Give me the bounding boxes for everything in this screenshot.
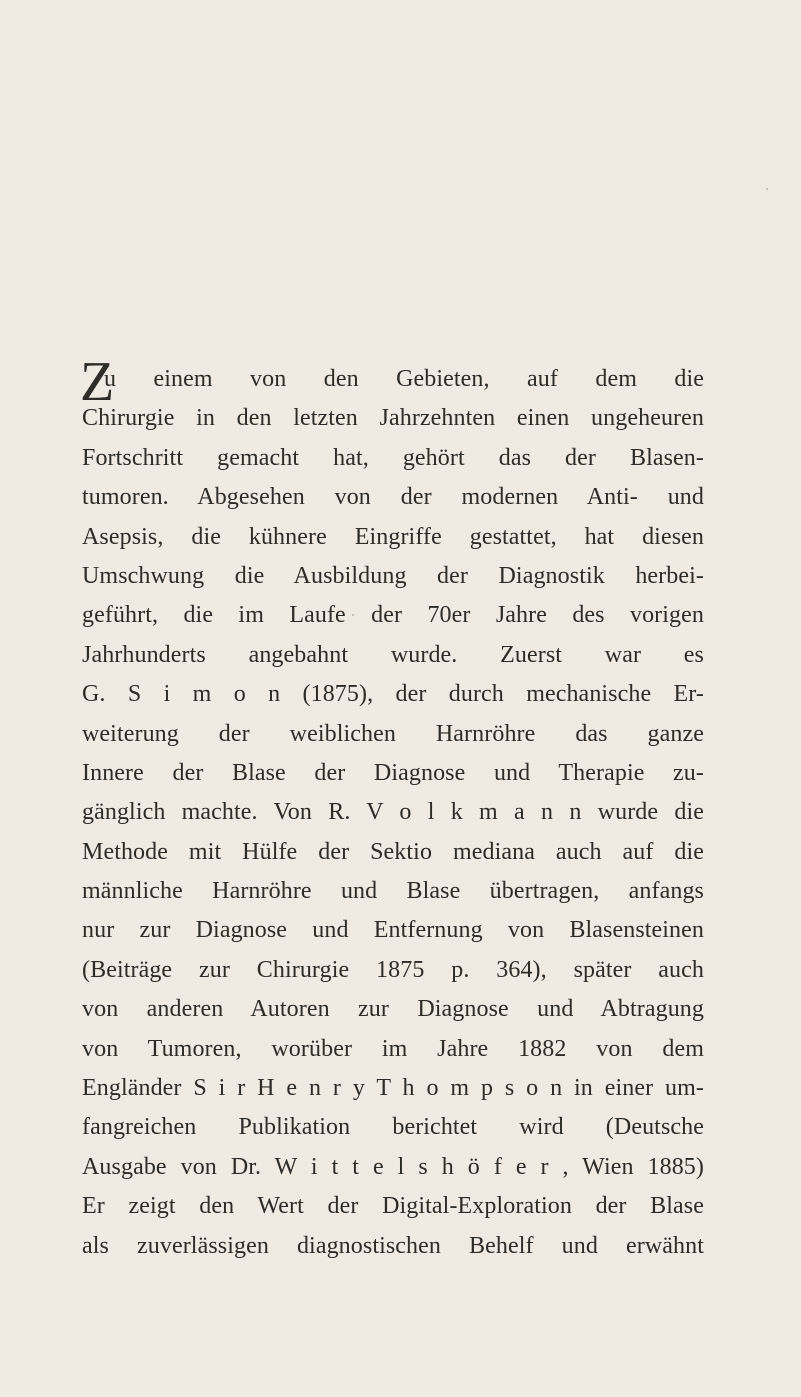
text-line-23: als zuverlässigen diagnostischen Behelf und erwähnt <box>82 1232 704 1259</box>
text-line-20: fangreichen Publikation berichtet wird (Deutsche <box>82 1114 704 1141</box>
text-line-5: Asepsis, die kühnere Eingriffe gestattet, hat diesen <box>82 523 704 550</box>
text-line-14: männliche Harnröhre und Blase übertragen, anfangs <box>82 878 704 905</box>
text-line-1 <box>80 351 704 413</box>
text-line-19: Engländer S i r H e n r y T h o m p s o n in einer um- <box>82 1075 704 1102</box>
text-line-2: Chirurgie in den letzten Jahrzehnten einen ungeheuren <box>82 405 704 432</box>
paper-speck <box>766 188 768 190</box>
text-line-18: von Tumoren, worüber im Jahre 1882 von dem <box>82 1035 704 1062</box>
text-line-15: nur zur Diagnose und Entfernung von Blasensteinen <box>82 917 704 944</box>
text-line-16: (Beiträge zur Chirurgie 1875 p. 364), später auch <box>82 956 704 983</box>
text-line-6: Umschwung die Ausbildung der Diagnostik herbei- <box>82 562 704 589</box>
text-line-10: weiterung der weiblichen Harnröhre das ganze <box>82 720 704 747</box>
text-line-8: Jahrhunderts angebahnt wurde. Zuerst war es <box>82 641 704 668</box>
text-line-13: Methode mit Hülfe der Sektio mediana auch auf die <box>82 838 704 865</box>
text-line-22: Er zeigt den Wert der Digital-Exploration der Blase <box>82 1193 704 1220</box>
text-line-1-content: u einem von den Gebieten, auf dem die <box>104 366 704 392</box>
text-line-11: Innere der Blase der Diagnose und Therapie zu- <box>82 759 704 786</box>
text-line-21: Ausgabe von Dr. W i t t e l s h ö f e r , Wien 1885) <box>82 1153 704 1180</box>
text-line-3: Fortschritt gemacht hat, gehört das der Blasen- <box>82 444 704 471</box>
text-line-4: tumoren. Abgesehen von der modernen Anti- und <box>82 484 704 511</box>
body-text <box>80 351 704 1266</box>
drop-cap: Z <box>80 351 115 413</box>
text-line-9: G. S i m o n (1875), der durch mechanische Er- <box>82 681 704 708</box>
text-line-7: geführt, die im Laufe der 70er Jahre des vorigen <box>82 602 704 629</box>
text-line-12: gänglich machte. Von R. V o l k m a n n wurde die <box>82 799 704 826</box>
text-line-17: von anderen Autoren zur Diagnose und Abtragung <box>82 996 704 1023</box>
